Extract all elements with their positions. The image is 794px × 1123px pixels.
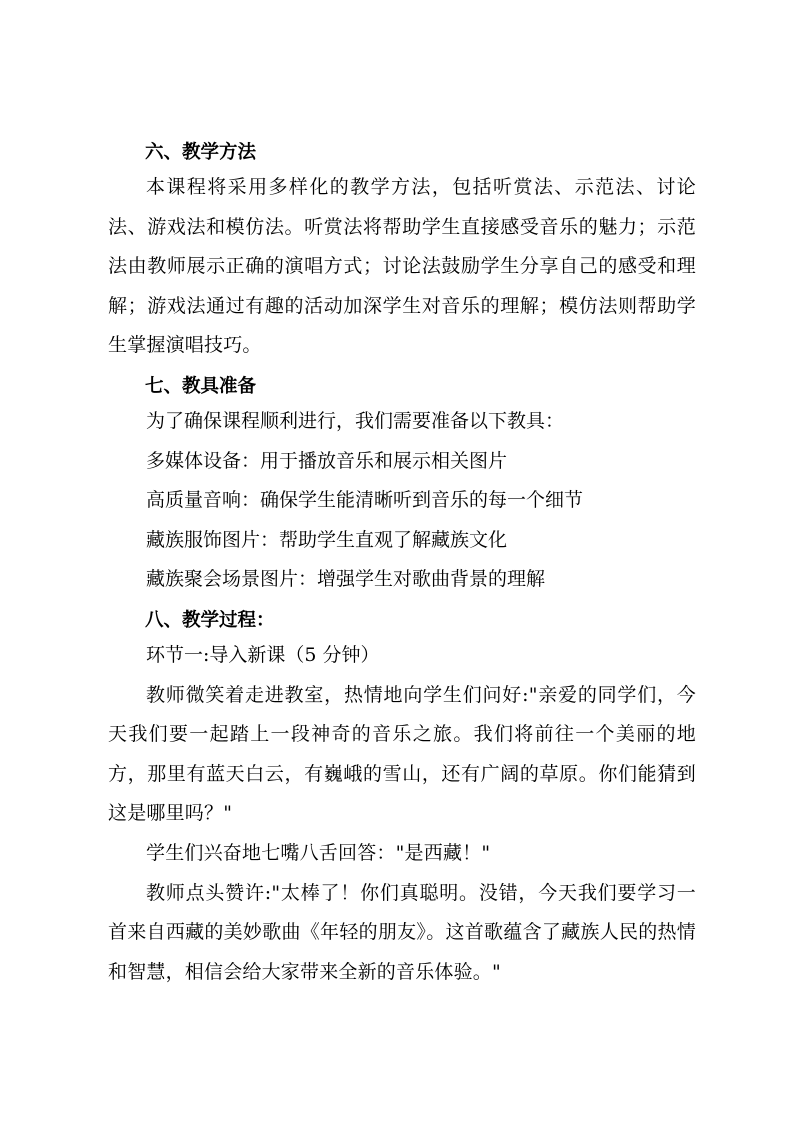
process-paragraph: 教师微笑着走进教室，热情地向学生们问好:"亲爱的同学们，今天我们要一起踏上一段神奇的音乐之旅。我们将前往一个美丽的地方，那里有蓝天白云，有巍峨的雪山，还有广阔的草原。你们能猜到这是哪里吗？" [108, 683, 696, 825]
teaching-aid-item: 高质量音响：确保学生能清晰听到音乐的每一个细节 [146, 489, 584, 512]
section-heading-teaching-methods: 六、教学方法 [145, 142, 257, 163]
teaching-methods-paragraph: 本课程将采用多样化的教学方法，包括听赏法、示范法、讨论法、游戏法和模仿法。听赏法将帮助学生直接感受音乐的魅力；示范法由教师展示正确的演唱方式；讨论法鼓励学生分享自己的感受和理解；游戏法通过有趣的活动加深学生对音乐的理解；模仿法则帮助学生掌握演唱技巧。 [108, 176, 696, 357]
teaching-aid-item: 藏族聚会场景图片：增强学生对歌曲背景的理解 [146, 568, 546, 591]
process-paragraph: 学生们兴奋地七嘴八舌回答："是西藏！" [146, 841, 491, 864]
section-heading-teaching-aids: 七、教具准备 [145, 375, 257, 397]
teaching-aid-item: 多媒体设备：用于播放音乐和展示相关图片 [146, 449, 508, 472]
teaching-aid-item: 藏族服饰图片：帮助学生直观了解藏族文化 [146, 528, 508, 551]
process-paragraph: 教师点头赞许:"太棒了！你们真聪明。没错，今天我们要学习一首来自西藏的美妙歌曲《年轻的朋友》。这首歌蕴含了藏族人民的热情和智慧，相信会给大家带来全新的音乐体验。" [108, 881, 696, 983]
section-heading-teaching-process: 八、教学过程： [145, 609, 275, 631]
document-page [108, 138, 696, 992]
teaching-aids-intro: 为了确保课程顺利进行，我们需要准备以下教具： [146, 409, 565, 432]
step-one-title: 环节一:导入新课（5 分钟） [146, 643, 380, 666]
